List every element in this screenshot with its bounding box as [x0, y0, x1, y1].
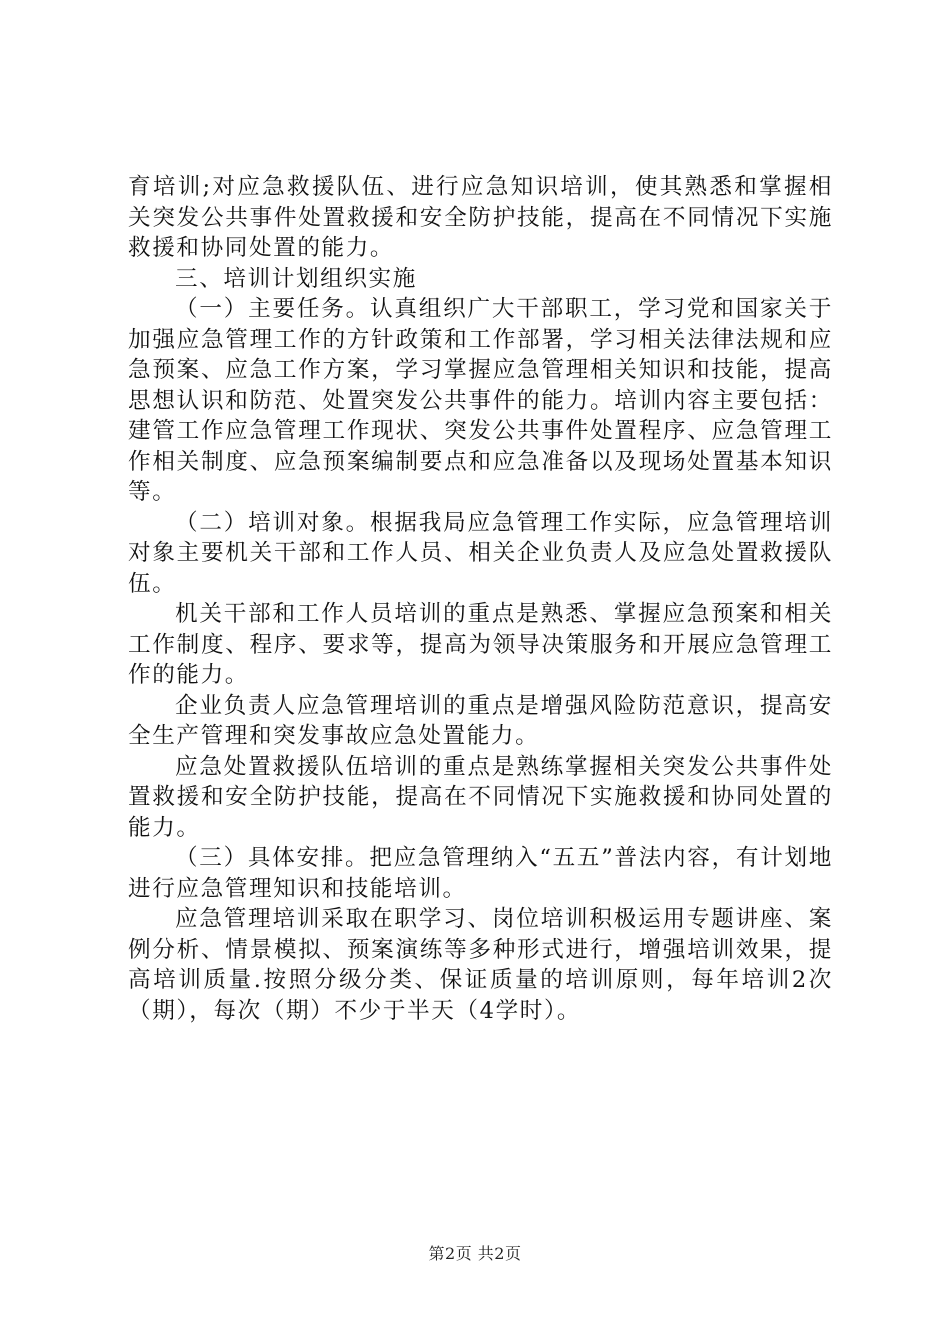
paragraph-arrangements: （三）具体安排。把应急管理纳入“五五”普法内容，有计划地进行应急管理知识和技能培训。 [128, 845, 833, 902]
paragraph-continued: 育培训;对应急救援队伍、进行应急知识培训，使其熟悉和掌握相关突发公共事件处置救援和安全防护技能，提高在不同情况下实施救援和协同处置的能力。 [128, 174, 833, 261]
paragraph-enterprise-training: 企业负责人应急管理培训的重点是增强风险防范意识，提高安全生产管理和突发事故应急处置能力。 [128, 692, 833, 749]
page-number: 第2页 共2页 [428, 1244, 522, 1263]
document-body [128, 172, 833, 1026]
paragraph-cadre-training: 机关干部和工作人员培训的重点是熟悉、掌握应急预案和相关工作制度、程序、要求等，提高为领导决策服务和开展应急管理工作的能力。 [128, 601, 833, 688]
paragraph-rescue-team-training: 应急处置救援队伍培训的重点是熟练掌握相关突发公共事件处置救援和安全防护技能，提高在不同情况下实施救援和协同处置的能力。 [128, 753, 833, 841]
section-heading: 三、培训计划组织实施 [175, 265, 417, 292]
page-footer [0, 1244, 950, 1264]
paragraph-training-methods: 应急管理培训采取在职学习、岗位培训积极运用专题讲座、案例分析、情景模拟、预案演练等多种形式进行，增强培训效果，提高培训质量.按照分级分类、保证质量的培训原则，每年培训2次（期），每次（期）不少于半天（4学时）。 [128, 906, 833, 1024]
paragraph-main-tasks: （一）主要任务。认真组织广大干部职工，学习党和国家关于加强应急管理工作的方针政策和工作部署，学习相关法律法规和应急预案、应急工作方案，学习掌握应急管理相关知识和技能，提高思想认识和防范、处置突发公共事件的能力。培训内容主要包括：建管工作应急管理工作现状、突发公共事件处置程序、应急管理工作相关制度、应急预案编制要点和应急准备以及现场处置基本知识等。 [128, 296, 833, 505]
paragraph-training-targets: （二）培训对象。根据我局应急管理工作实际，应急管理培训对象主要机关干部和工作人员、相关企业负责人及应急处置救援队伍。 [128, 509, 833, 597]
